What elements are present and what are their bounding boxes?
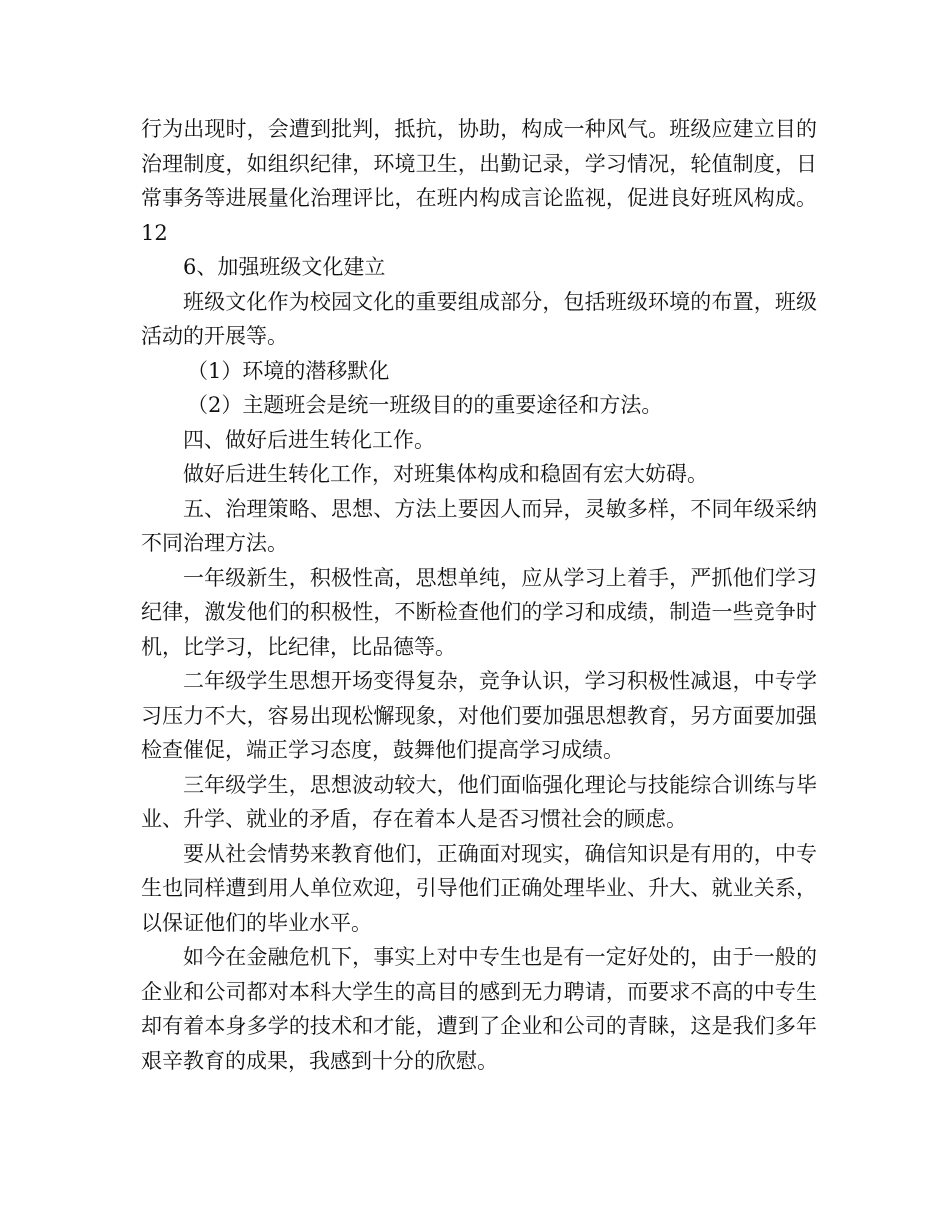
list-item-class-meeting: （2）主题班会是统一班级目的的重要途径和方法。 — [187, 393, 663, 417]
paragraph-social-situation: 要从社会情势来教育他们，正确面对现实，确信知识是有用的，中专生也同样遭到用人单位欢迎，引导他们正确处理毕业、升大、就业关系，以保证他们的毕业水平。 — [141, 841, 817, 935]
paragraph-1: 行为出现时，会遭到批判，抵抗，协助，构成一种风气。班级应建立目的治理制度，如组织纪律，环境卫生，出勤记录，学习情况，轮值制度，日常事务等进展量化治理评比，在班内构成言论监视，促进良好班风构成。12 — [141, 117, 817, 245]
section-heading-5: 五、治理策略、思想、方法上要因人而异，灵敏多样，不同年级采纳不同治理方法。 — [141, 496, 817, 555]
paragraph-underachievers: 做好后进生转化工作，对班集体构成和稳固有宏大妨碍。 — [183, 462, 708, 486]
paragraph-class-culture: 班级文化作为校园文化的重要组成部分，包括班级环境的布置，班级活动的开展等。 — [141, 289, 817, 348]
section-heading-4: 四、做好后进生转化工作。 — [183, 427, 435, 452]
paragraph-first-year: 一年级新生，积极性高，思想单纯，应从学习上着手，严抓他们学习纪律，激发他们的积极性，不断检查他们的学习和成绩，制造一些竞争时机，比学习，比纪律，比品德等。 — [141, 565, 817, 659]
document-body — [141, 112, 817, 1078]
paragraph-financial-crisis: 如今在金融危机下，事实上对中专生也是有一定好处的，由于一般的企业和公司都对本科大学生的高目的感到无力聘请，而要求不高的中专生却有着本身多学的技术和才能，遭到了企业和公司的青睐，这是我们多年艰辛教育的成果，我感到十分的欣慰。 — [141, 945, 817, 1073]
section-heading-class-culture: 6、加强班级文化建立 — [183, 255, 386, 279]
paragraph-third-year: 三年级学生，思想波动较大，他们面临强化理论与技能综合训练与毕业、升学、就业的矛盾，存在着本人是否习惯社会的顾虑。 — [141, 772, 817, 831]
list-item-environment: （1）环境的潜移默化 — [187, 358, 390, 383]
paragraph-second-year: 二年级学生思想开场变得复杂，竞争认识，学习积极性减退，中专学习压力不大，容易出现松懈现象，对他们要加强思想教育，另方面要加强检查催促，端正学习态度，鼓舞他们提高学习成绩。 — [141, 669, 817, 762]
